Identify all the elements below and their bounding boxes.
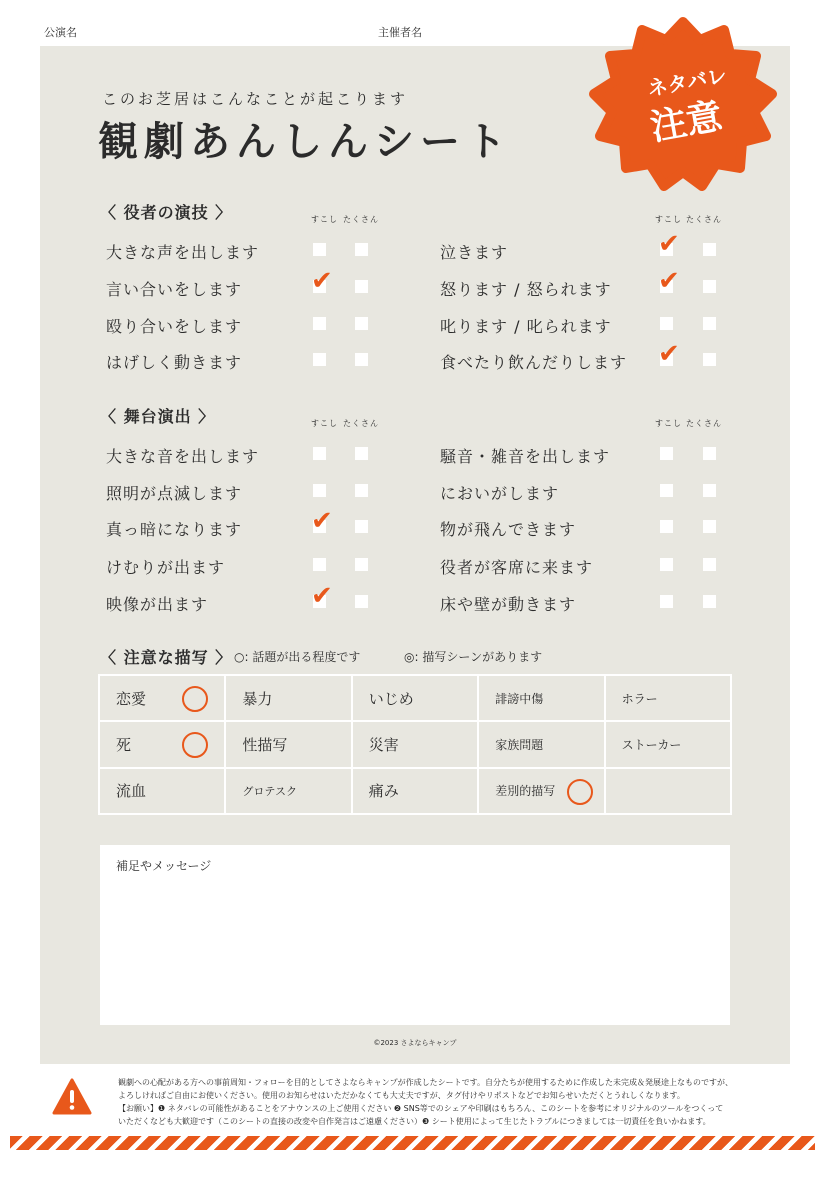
warning-triangle-icon [52, 1078, 92, 1120]
organizer-name-label: 主催者名 [378, 26, 422, 39]
depictions-table [98, 674, 732, 815]
checkbox-lot[interactable] [355, 353, 368, 366]
checkmark-icon: ✔ [658, 229, 680, 259]
col-label-lot: たくさん [343, 215, 379, 224]
checkbox-little[interactable] [313, 484, 326, 497]
depiction-label: 死 [116, 735, 132, 754]
depiction-label: 誹謗中傷 [495, 691, 544, 706]
hazard-stripe [10, 1136, 815, 1150]
checkbox-little[interactable] [313, 447, 326, 460]
depiction-label: いじめ [368, 689, 414, 708]
depiction-label: 性描写 [242, 735, 288, 754]
depiction-label: 災害 [368, 735, 399, 754]
acting-right-item: 泣きます [440, 243, 509, 262]
stage-right-item: 物が飛んできます [440, 520, 577, 539]
checkmark-icon: ✔ [311, 266, 333, 296]
stage-right-item: 床や壁が動きます [440, 595, 577, 614]
stage-section-heading: 〈 舞台演出 〉 [100, 407, 216, 426]
checkbox-lot[interactable] [355, 243, 368, 256]
checkbox-lot[interactable] [355, 280, 368, 293]
acting-right-item: 叱ります / 叱られます [440, 317, 612, 336]
checkmark-icon: ✔ [311, 581, 333, 611]
col-label-little: すこし [311, 419, 338, 428]
depiction-cell-family [479, 722, 603, 766]
acting-section-heading: 〈 役者の演技 〉 [100, 203, 233, 222]
depiction-label: グロテスク [242, 784, 297, 798]
message-box-label: 補足やメッセージ [116, 859, 212, 873]
depiction-cell-disaster [353, 722, 477, 766]
legend-scene: ◎: 描写シーンがあります [404, 650, 543, 664]
col-label-little: すこし [655, 215, 682, 224]
acting-left-item: 大きな声を出します [106, 243, 260, 262]
stage-left-item: けむりが出ます [106, 558, 226, 577]
depiction-cell-horror [606, 676, 730, 720]
checkbox-lot[interactable] [703, 484, 716, 497]
depiction-cell-bloodshed [100, 769, 224, 813]
depiction-label: 流血 [116, 782, 147, 801]
depiction-label: 恋愛 [116, 689, 147, 708]
checkbox-little[interactable] [313, 317, 326, 330]
acting-left-item: 言い合いをします [106, 280, 243, 299]
depiction-label: 痛み [368, 782, 399, 801]
checkbox-little[interactable] [660, 558, 673, 571]
checkbox-lot[interactable] [355, 595, 368, 608]
acting-right-item: 怒ります / 怒られます [440, 280, 612, 299]
footer-note-line: 観劇への心配がある方への事前周知・フォローを目的としてさよならキャンプが作成したシートです。自分たちが使用するために作成した未完成＆発展途上なものですが、 [118, 1078, 733, 1087]
depiction-label: 差別的描写 [495, 784, 556, 799]
depiction-cell-empty [606, 769, 730, 813]
checkbox-little[interactable] [660, 317, 673, 330]
checkbox-lot[interactable] [703, 447, 716, 460]
footer-note-line: よろしければご自由にお使いください。使用のお知らせはいただかなくても大丈夫ですが、タグ付けやリポストなどでお知らせいただくとうれしくなります。 [118, 1091, 685, 1100]
acting-left-item: 殴り合いをします [106, 317, 243, 336]
checkmark-icon: ✔ [658, 339, 680, 369]
stage-right-item: 役者が客席に来ます [440, 558, 594, 577]
checkbox-lot[interactable] [703, 520, 716, 533]
checkbox-lot[interactable] [355, 558, 368, 571]
col-label-little: すこし [655, 419, 682, 428]
checkbox-lot[interactable] [703, 558, 716, 571]
depiction-label: 暴力 [242, 689, 273, 708]
badge-line1: ネタバレ [645, 63, 729, 101]
depiction-cell-romance [100, 676, 224, 720]
legend-topic: ○: 話題が出る程度です [234, 650, 361, 664]
spoiler-warning-badge [588, 14, 778, 194]
depiction-cell-pain [353, 769, 477, 813]
circle-mark-icon [182, 686, 208, 712]
footer-note-line: いただくなども大歓迎です（このシートの直接の改変や自作発言はご遠慮ください）❸ シート使用によって生じたトラブルにつきましては一切責任を負いかねます。 [118, 1117, 711, 1126]
col-label-little: すこし [311, 215, 338, 224]
performance-name-label: 公演名 [44, 26, 77, 39]
badge-line2: 注意 [647, 96, 726, 149]
depiction-cell-grotesque [226, 769, 350, 813]
depiction-cell-bullying [353, 676, 477, 720]
checkbox-lot[interactable] [355, 484, 368, 497]
checkbox-lot[interactable] [703, 280, 716, 293]
checkbox-lot[interactable] [703, 317, 716, 330]
depiction-cell-sexual [226, 722, 350, 766]
message-box[interactable] [100, 845, 730, 1025]
checkbox-lot[interactable] [703, 353, 716, 366]
depiction-label: ホラー [621, 691, 658, 706]
checkmark-icon: ✔ [658, 266, 680, 296]
footer-note [118, 1076, 798, 1128]
page-title: 観劇あんしんシート [98, 119, 512, 165]
col-label-lot: たくさん [686, 419, 722, 428]
checkbox-little[interactable] [660, 520, 673, 533]
checkmark-icon: ✔ [311, 506, 333, 536]
col-label-lot: たくさん [686, 215, 722, 224]
checkbox-little[interactable] [660, 484, 673, 497]
checkbox-little[interactable] [660, 595, 673, 608]
checkbox-little[interactable] [660, 447, 673, 460]
acting-left-item: はげしく動きます [106, 353, 243, 372]
depiction-cell-discrimination [479, 769, 603, 813]
checkbox-lot[interactable] [355, 447, 368, 460]
stage-left-item: 照明が点滅します [106, 484, 243, 503]
depiction-cell-stalker [606, 722, 730, 766]
checkbox-little[interactable] [313, 243, 326, 256]
circle-mark-icon [567, 779, 593, 805]
stage-left-item: 真っ暗になります [106, 520, 243, 539]
checkbox-lot[interactable] [703, 595, 716, 608]
checkbox-little[interactable] [313, 558, 326, 571]
col-label-lot: たくさん [343, 419, 379, 428]
depiction-label: ストーカー [621, 737, 682, 752]
depiction-label: 家族問題 [495, 737, 544, 752]
checkbox-little[interactable] [313, 353, 326, 366]
subtitle: このお芝居はこんなことが起こります [102, 90, 409, 108]
stage-left-item: 映像が出ます [106, 595, 209, 614]
footer-note-line: 【お願い】❶ ネタバレの可能性があることをアナウンスの上ご使用ください ❷ SNS等でのシェアや印刷はもちろん、このシートを参考にオリジナルのツールをつくって [118, 1104, 724, 1113]
stage-right-item: においがします [440, 484, 560, 503]
acting-right-item: 食べたり飲んだりします [440, 353, 628, 372]
checkbox-lot[interactable] [355, 317, 368, 330]
depiction-cell-violence [226, 676, 350, 720]
depiction-cell-slander [479, 676, 603, 720]
copyright: ©2023 さよならキャンプ [373, 1039, 457, 1047]
stage-left-item: 大きな音を出します [106, 447, 260, 466]
stage-right-item: 騒音・雑音を出します [440, 447, 611, 466]
circle-mark-icon [182, 732, 208, 758]
checkbox-lot[interactable] [355, 520, 368, 533]
depiction-cell-death [100, 722, 224, 766]
checkbox-lot[interactable] [703, 243, 716, 256]
depictions-section-heading: 〈 注意な描写 〉 [100, 648, 233, 667]
